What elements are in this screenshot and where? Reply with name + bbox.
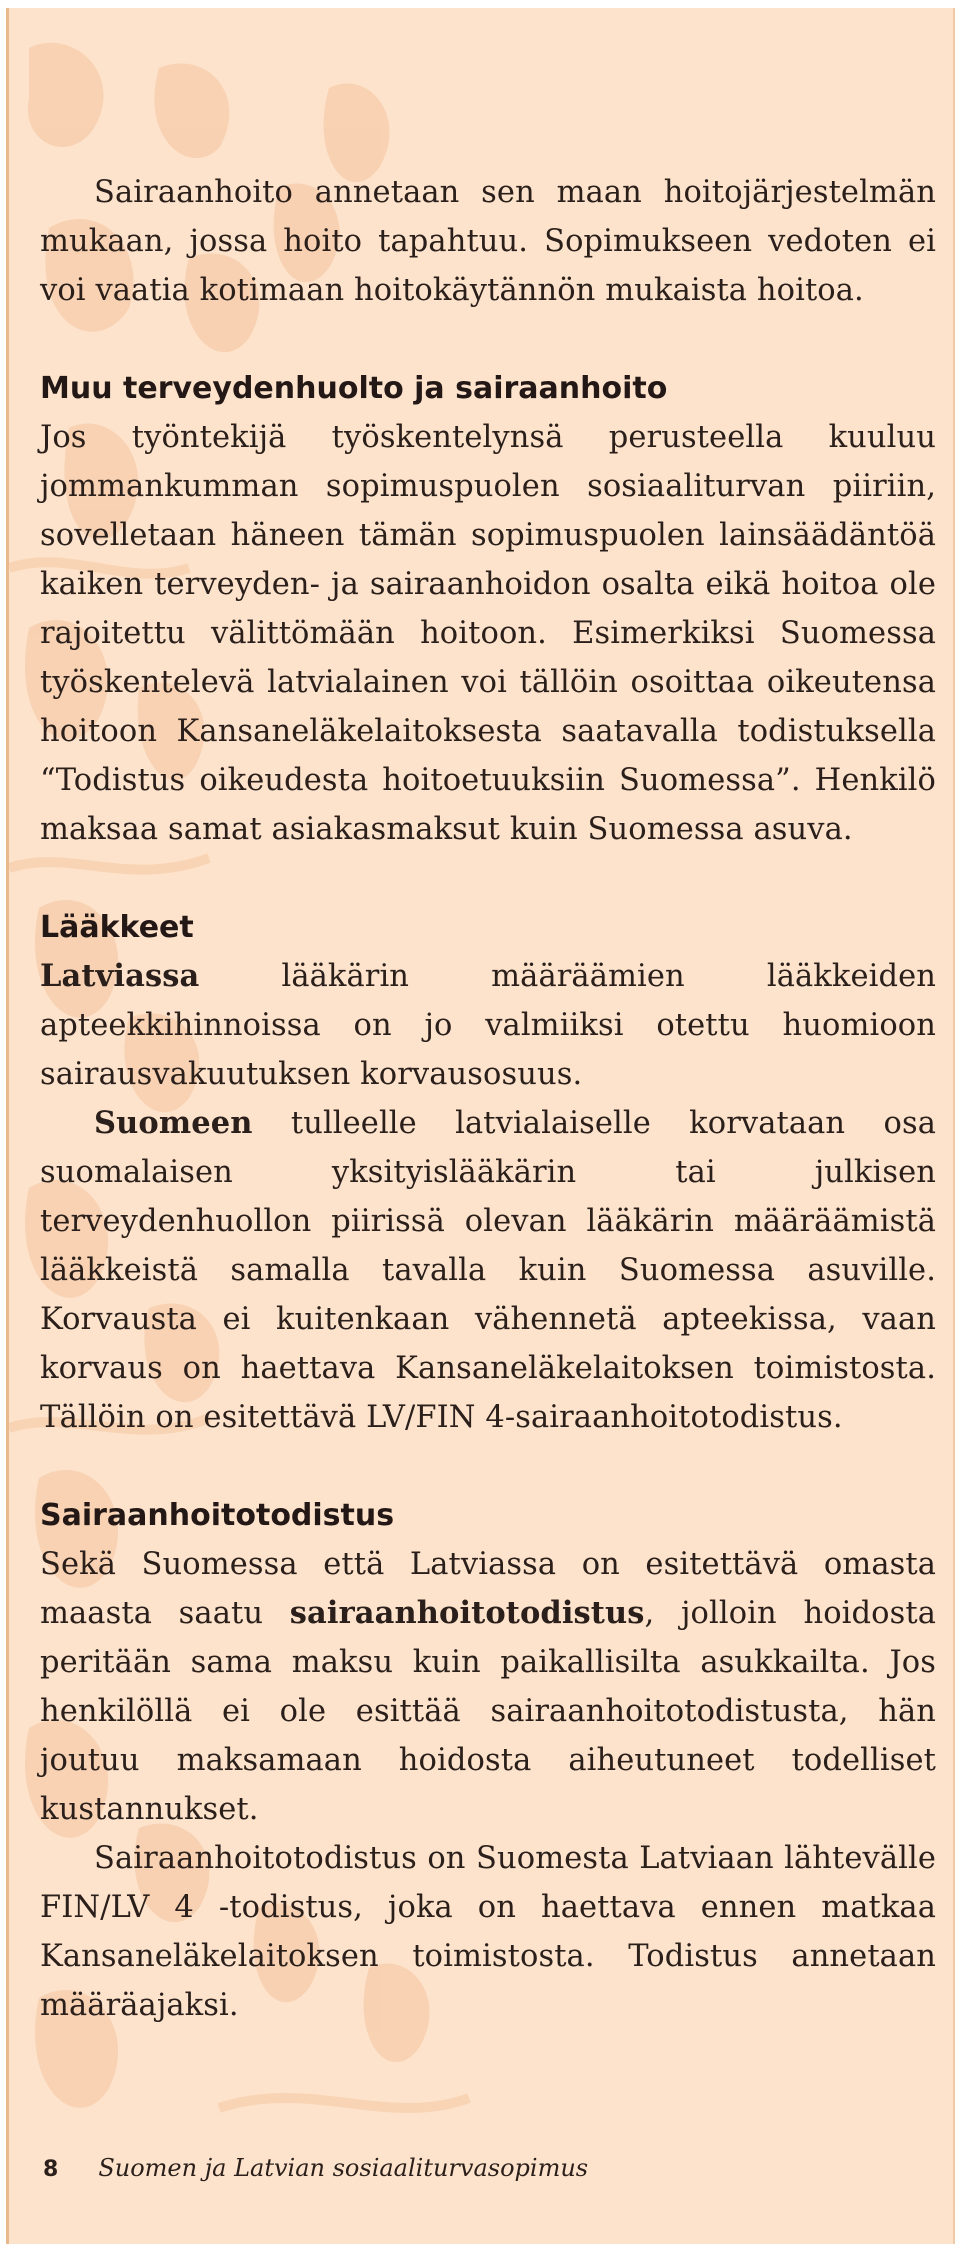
intro-paragraph: Sairaanhoito annetaan sen maan hoitojärjestelmän mukaan, jossa hoito tapahtuu. Sopimukseen vedoten ei voi vaatia kotimaan hoitokäytännön mukaista hoitoa. (40, 175, 936, 308)
heading-medicines: Lääkkeet (40, 910, 194, 945)
certificate-text-before: Sekä Suomessa että Latviassa on esitettävä omasta maasta saatu (40, 1547, 936, 1631)
heading-other-care: Muu terveydenhuolto ja sairaanhoito (40, 371, 668, 406)
page-number: 8 (43, 2157, 59, 2182)
other-care-paragraph: Jos työntekijä työskentelynsä perusteella kuuluu jommankumman sopimuspuolen sosiaaliturvan piiriin, sovelletaan häneen tämän sopimuspuolen lainsäädäntöä kaiken terveyden- ja sairaanhoidon osalta eikä hoitoa ole rajoitettu välittömään hoitoon. Esimerkiksi Suomessa työskentelevä latvialainen voi tällöin osoittaa oikeutensa hoitoon Kansaneläkelaitoksesta saatavalla todistuksella “Todistus oikeudesta hoitoetuuksiin Suomessa”. Henkilö maksaa samat asiakasmaksut kuin Suomessa asuva. (40, 420, 936, 847)
medicines-latvia-paragraph (40, 952, 936, 1099)
finland-text: tulleelle latvialaiselle korvataan osa suomalaisen yksityislääkärin tai julkisen terveydenhuollon piirissä olevan lääkärin määräämistä lääkkeistä samalla tavalla kuin Suomessa asuville. Korvausta ei kuitenkaan vähennetä apteekissa, vaan korvaus on haettava Kansaneläkelaitoksen toimistosta. Tällöin on esitettävä LV/FIN 4-sairaanhoitotodistus. (40, 1106, 936, 1435)
document-title: Suomen ja Latvian sosiaaliturvasopimus (98, 2154, 589, 2182)
finland-lead: Suomeen (94, 1105, 253, 1141)
latvia-text: lääkärin määräämien lääkkeiden apteekkihinnoissa on jo valmiiksi otettu huomioon sairausvakuutuksen korvausosuus. (40, 959, 936, 1092)
heading-certificate: Sairaanhoitotodistus (40, 1498, 395, 1533)
certificate-paragraph-2: Sairaanhoitotodistus on Suomesta Latviaan lähtevälle FIN/LV 4 -todistus, joka on haettava ennen matkaa Kansaneläkelaitoksen toimistosta. Todistus annetaan määräajaksi. (40, 1841, 936, 2023)
certificate-text-after: , jolloin hoidosta peritään sama maksu kuin paikallisilta asukkailta. Jos henkilöllä ei ole esittää sairaanhoitotodistusta, hän joutuu maksamaan hoidosta aiheutuneet todelliset kustannukset. (40, 1596, 936, 1827)
document-page (6, 8, 955, 2244)
main-text (40, 168, 936, 2030)
medicines-finland-paragraph (40, 1099, 936, 1442)
latvia-lead: Latviassa (40, 958, 200, 994)
certificate-bold-term: sairaanhoitotodistus (289, 1595, 645, 1631)
page-footer (43, 2154, 588, 2182)
certificate-paragraph-1 (40, 1540, 936, 1834)
